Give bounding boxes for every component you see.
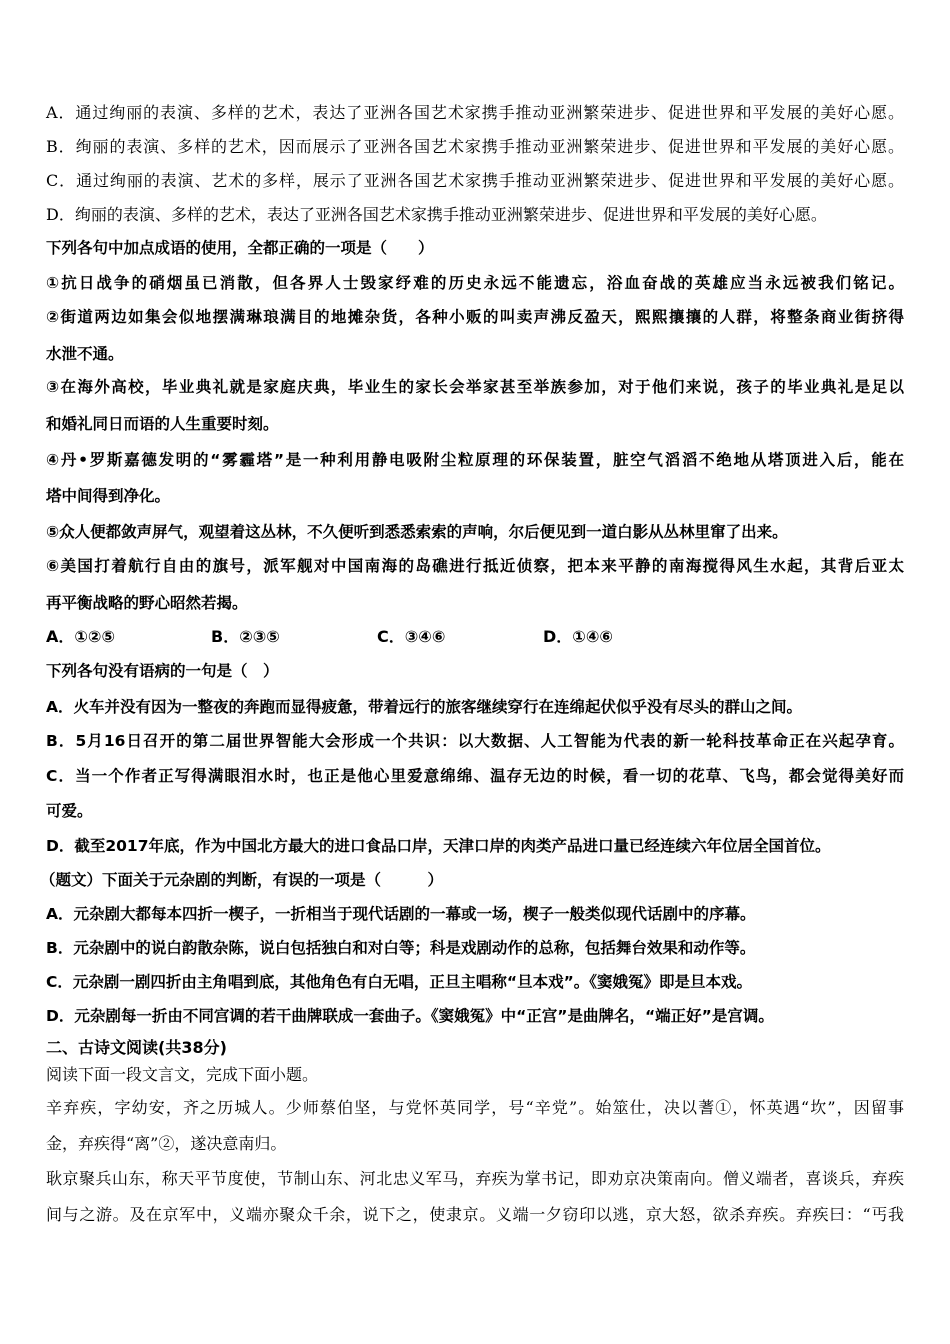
idiom-option-a: A．①②⑤ [46, 627, 116, 646]
idiom-item: 和婚礼同日而语的人生重要时刻。 [46, 415, 279, 433]
question-stem-zaju: （题文）下面关于元杂剧的判断，有误的一项是（ ） [40, 871, 444, 889]
idiom-item: ②街道两边如集会似地摆满琳琅满目的地摊杂货，各种小贩的叫卖声沸反盈天，熙熙攘攘的人群，将整条商业街挤得 [46, 308, 904, 326]
idiom-item: ⑤众人便都敛声屏气，观望着这丛林，不久便听到悉悉索索的声响，尔后便见到一道白影从丛林里窜了出来。 [46, 523, 788, 541]
idiom-option-c: C．③④⑥ [377, 627, 446, 646]
idiom-option-b: B．②③⑤ [211, 627, 280, 646]
idiom-option-d: D．①④⑥ [543, 627, 613, 646]
zaju-option-b: B．元杂剧中的说白韵散杂陈，说白包括独白和对白等；科是戏剧动作的总称，包括舞台效果和动作等。 [46, 939, 756, 957]
section-heading: 二、古诗文阅读(共38分) [46, 1038, 227, 1057]
question-stem-idiom: 下列各句中加点成语的使用，全都正确的一项是（ ） [46, 239, 434, 257]
idiom-item: ③在海外高校，毕业典礼就是家庭庆典，毕业生的家长会举家甚至举族参加，对于他们来说，孩子的毕业典礼是足以 [46, 378, 904, 396]
grammar-line: C．当一个作者正写得满眼泪水时，也正是他心里爱意绵绵、温存无边的时候，看一切的花草、飞鸟，都会觉得美好而 [46, 767, 904, 785]
option-d: D．绚丽的表演、多样的艺术，表达了亚洲各国艺术家携手推动亚洲繁荣进步、促进世界和平发展的美好心愿。 [46, 205, 827, 224]
section-instruction: 阅读下面一段文言文，完成下面小题。 [46, 1065, 319, 1084]
passage-line: 辛弃疾，字幼安，齐之历城人。少师蔡伯坚，与党怀英同学，号“辛党”。始筮仕，决以蓍①，怀英遇“坎”，因留事 [46, 1098, 904, 1117]
grammar-line: 可爱。 [46, 802, 93, 820]
zaju-option-c: C．元杂剧一剧四折由主角唱到底，其他角色有白无唱，正旦主唱称“旦本戏”。《窦娥冤》即是旦本戏。 [46, 973, 753, 991]
idiom-item: 水泄不通。 [46, 345, 124, 363]
option-a: A．通过绚丽的表演、多样的艺术，表达了亚洲各国艺术家携手推动亚洲繁荣进步、促进世界和平发展的美好心愿。 [46, 103, 904, 122]
idiom-item: ④丹•罗斯嘉德发明的“雾霾塔”是一种利用静电吸附尘粒原理的环保装置，脏空气滔滔不绝地从塔顶进入后，能在 [46, 451, 904, 469]
passage-line: 耿京聚兵山东，称天平节度使，节制山东、河北忠义军马，弃疾为掌书记，即劝京决策南向。僧义端者，喜谈兵，弃疾 [46, 1169, 904, 1188]
option-b: B．绚丽的表演、多样的艺术，因而展示了亚洲各国艺术家携手推动亚洲繁荣进步、促进世界和平发展的美好心愿。 [46, 137, 904, 156]
passage-line: 金，弃疾得“离”②，遂决意南归。 [46, 1134, 287, 1153]
idiom-item: 再平衡战略的野心昭然若揭。 [46, 594, 248, 612]
grammar-line: B．5月16日召开的第二届世界智能大会形成一个共识：以大数据、人工智能为代表的新一轮科技革命正在兴起孕育。 [46, 732, 904, 750]
grammar-line: A．火车并没有因为一整夜的奔跑而显得疲惫，带着远行的旅客继续穿行在连绵起伏似乎没有尽头的群山之间。 [46, 698, 802, 716]
zaju-option-a: A．元杂剧大都每本四折一楔子，一折相当于现代话剧的一幕或一场，楔子一般类似现代话剧中的序幕。 [46, 905, 756, 923]
idiom-item: ①抗日战争的硝烟虽已消散，但各界人士毁家纾难的历史永远不能遗忘，浴血奋战的英雄应当永远被我们铭记。 [46, 274, 904, 292]
zaju-option-d: D．元杂剧每一折由不同宫调的若干曲牌联成一套曲子。《窦娥冤》中“正宫”是曲牌名，“端正好”是宫调。 [46, 1007, 774, 1025]
passage-line: 间与之游。及在京军中，义端亦聚众千余，说下之，使隶京。义端一夕窃印以逃，京大怒，欲杀弃疾。弃疾曰：“丐我 [46, 1205, 904, 1224]
idiom-item: ⑥美国打着航行自由的旗号，派军舰对中国南海的岛礁进行抵近侦察，把本来平静的南海搅得风生水起，其背后亚太 [46, 557, 904, 575]
option-c: C．通过绚丽的表演、艺术的多样，展示了亚洲各国艺术家携手推动亚洲繁荣进步、促进世界和平发展的美好心愿。 [46, 171, 904, 190]
question-stem-grammar: 下列各句没有语病的一句是（ ） [46, 662, 279, 680]
idiom-item: 塔中间得到净化。 [46, 487, 171, 505]
grammar-line: D．截至2017年底，作为中国北方最大的进口食品口岸，天津口岸的肉类产品进口量已经连续六年位居全国首位。 [46, 837, 831, 855]
